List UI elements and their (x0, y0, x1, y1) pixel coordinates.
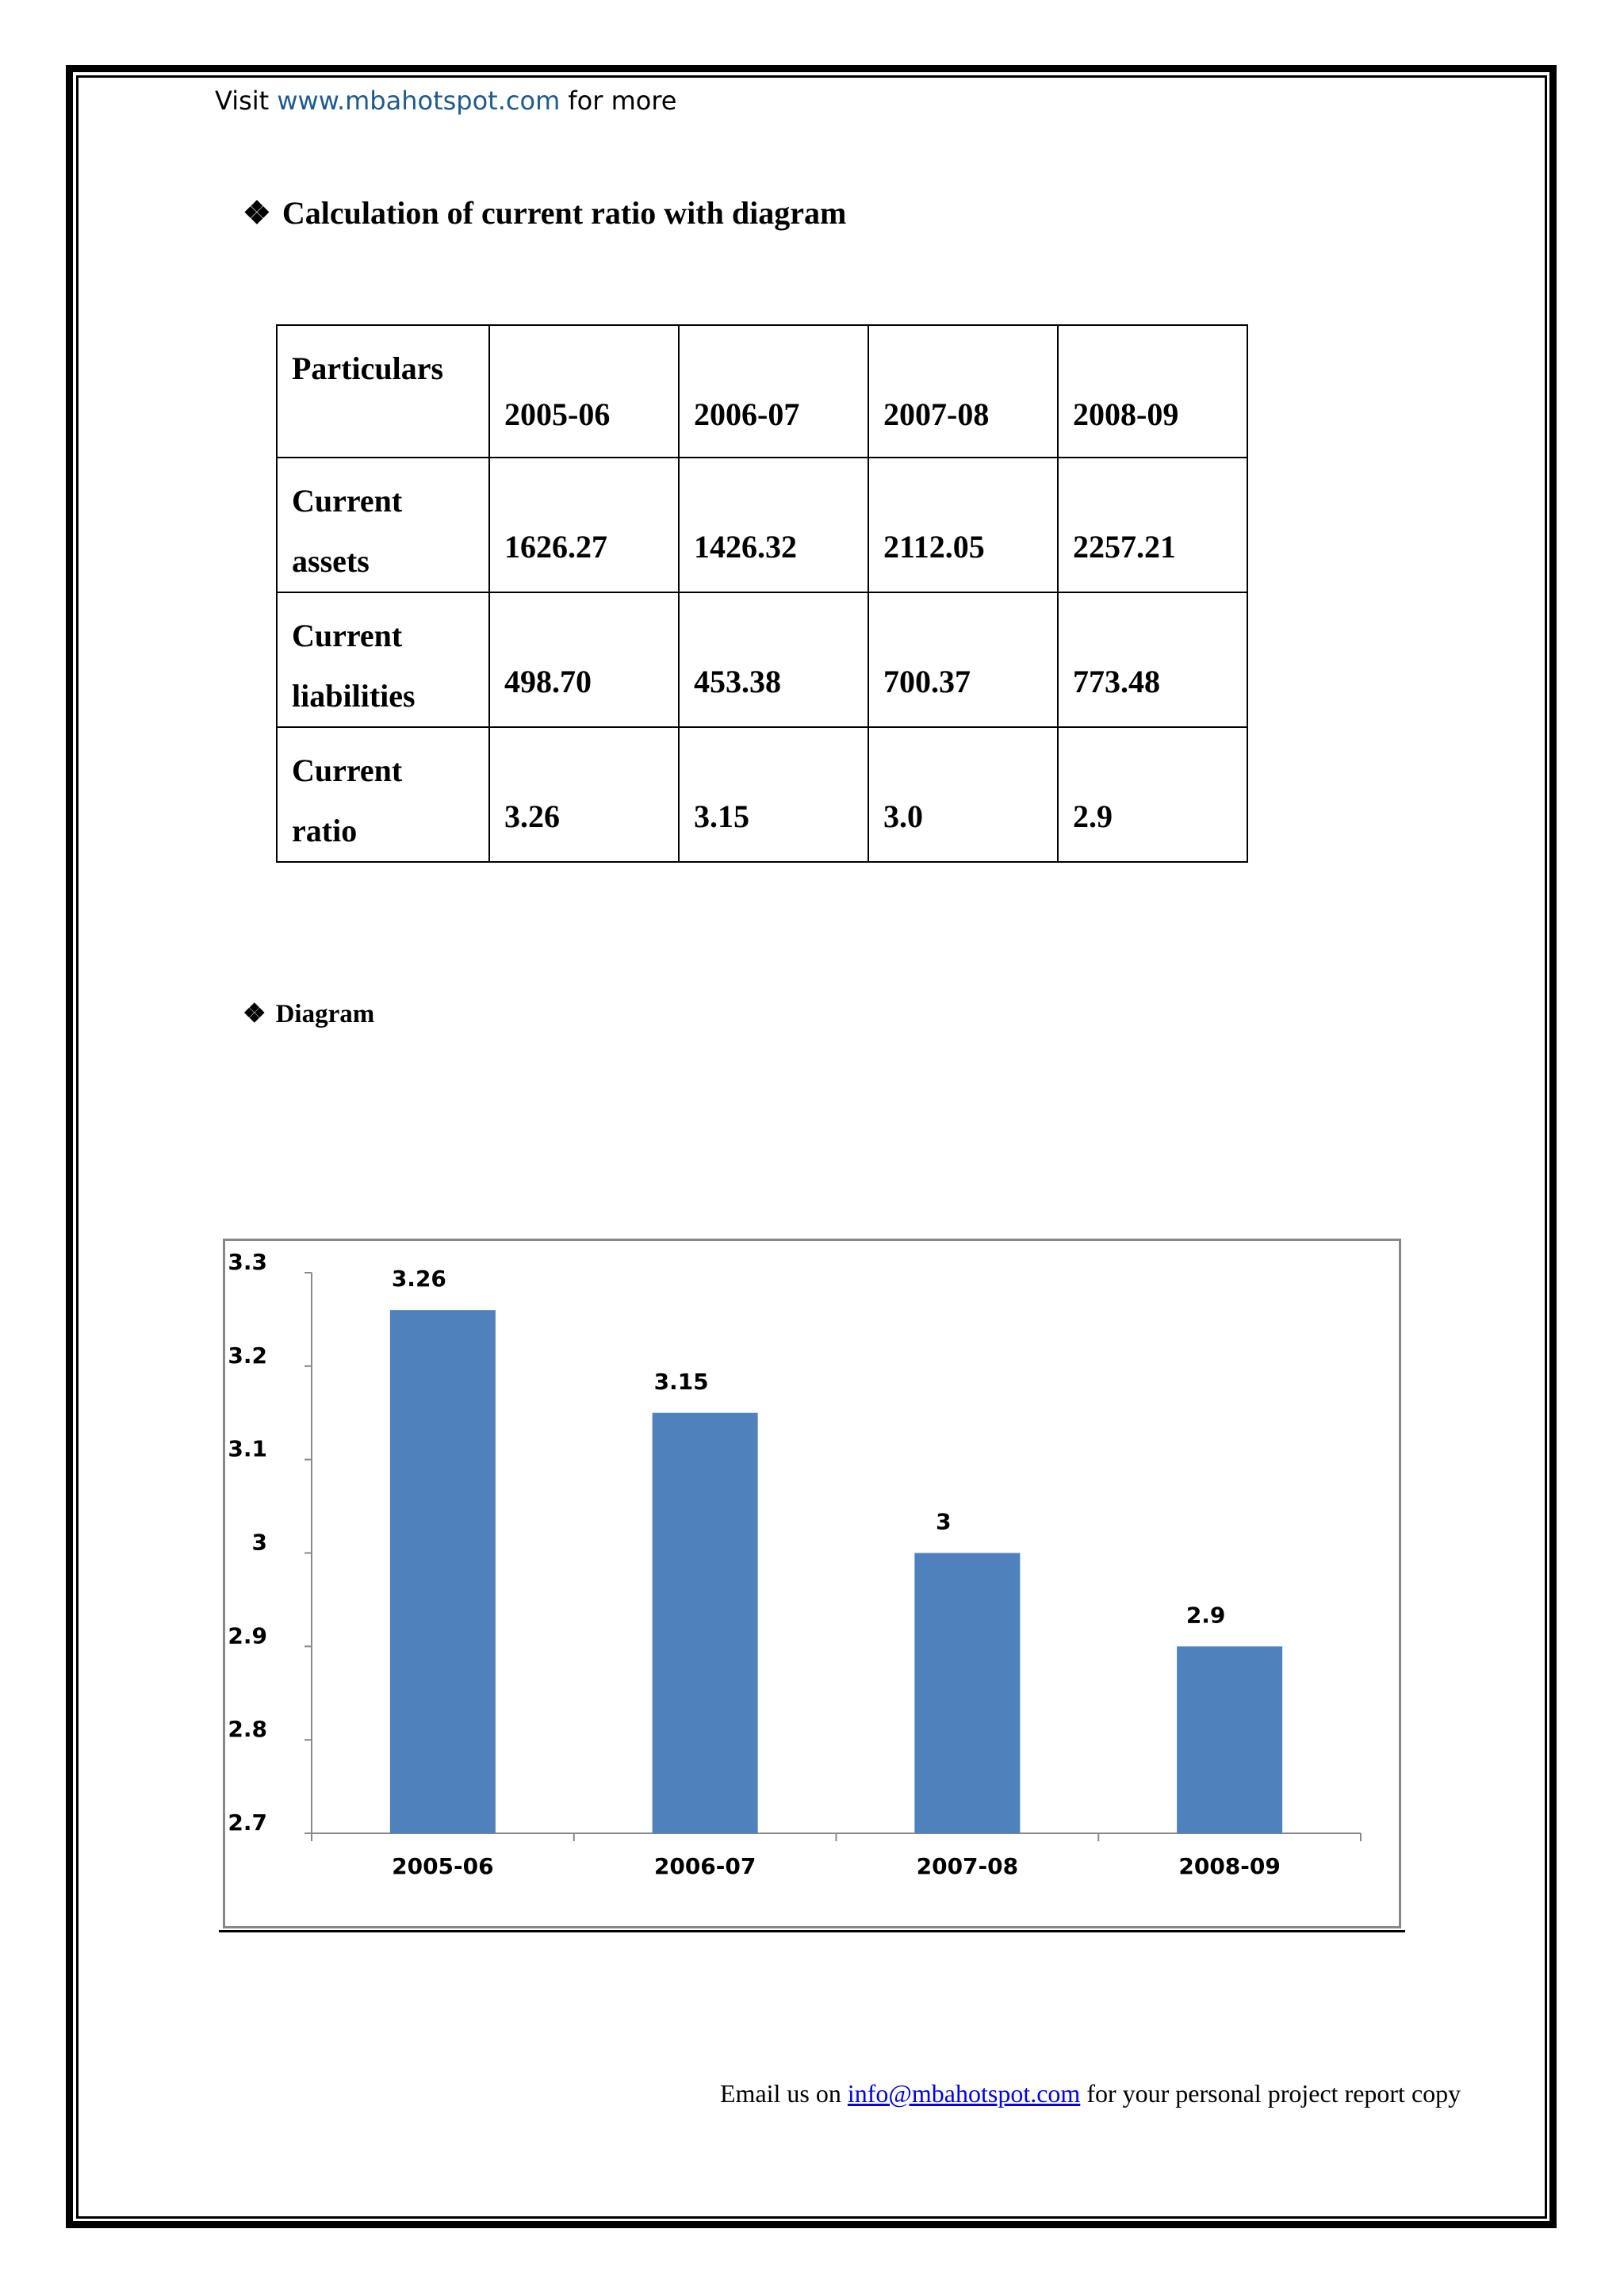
chart-underline (219, 1930, 1405, 1932)
y-tick-label: 2.8 (228, 1716, 267, 1743)
current-ratio-table (276, 324, 1248, 863)
row-label-line: Current (292, 753, 403, 788)
y-tick-label: 3 (251, 1529, 267, 1556)
y-tick-label: 3.1 (228, 1435, 267, 1462)
table-header-year: 2005-06 (489, 325, 679, 458)
y-tick-label: 2.9 (228, 1622, 267, 1649)
section-heading (243, 194, 846, 232)
section-heading-text: Calculation of current ratio with diagram (282, 195, 847, 231)
table-cell: 453.38 (679, 592, 868, 727)
row-label-line: Current (292, 618, 403, 653)
chart-frame (223, 1239, 1401, 1928)
table-header-label: Particulars (277, 325, 489, 458)
table-cell: 2257.21 (1058, 458, 1247, 592)
data-label: 2.9 (1185, 1602, 1226, 1629)
table-cell: 3.26 (489, 727, 679, 862)
table-cell: 2.9 (1058, 727, 1247, 862)
header-site-link[interactable]: www.mbahotspot.com (277, 86, 561, 116)
table-row (277, 458, 1247, 592)
table-cell: 1626.27 (489, 458, 679, 592)
bar (1177, 1646, 1282, 1833)
table-cell: 498.70 (489, 592, 679, 727)
x-tick-label: 2005-06 (392, 1853, 494, 1879)
row-label-line: Current (292, 483, 403, 519)
y-tick-label: 3.2 (228, 1342, 267, 1369)
table-header-year: 2006-07 (679, 325, 868, 458)
row-label-line: assets (292, 543, 370, 579)
diamond-bullet-icon: ❖ (243, 195, 271, 231)
table-row-label (277, 727, 489, 862)
data-label: 3.15 (653, 1368, 709, 1395)
table-cell: 773.48 (1058, 592, 1247, 727)
y-tick-label: 2.7 (228, 1810, 267, 1836)
y-tick-label: 3.3 (228, 1249, 267, 1275)
table-row-label (277, 592, 489, 727)
table-cell: 1426.32 (679, 458, 868, 592)
bar-chart (225, 1241, 1399, 1926)
bar (653, 1413, 758, 1833)
table-header-row (277, 325, 1247, 458)
table-row (277, 592, 1247, 727)
header-line (215, 86, 676, 116)
bar (390, 1310, 496, 1833)
header-prefix: Visit (215, 86, 278, 116)
row-label-line: liabilities (292, 678, 416, 714)
footer-email-link[interactable]: info@mbahotspot.com (847, 2079, 1081, 2108)
diagram-heading (243, 998, 374, 1029)
data-label: 3.26 (391, 1266, 446, 1293)
footer-prefix: Email us on (720, 2079, 848, 2108)
table-row-label (277, 458, 489, 592)
data-label: 3 (936, 1508, 952, 1535)
header-suffix: for more (560, 86, 677, 116)
x-tick-label: 2008-09 (1178, 1853, 1281, 1879)
table-header-year: 2008-09 (1058, 325, 1247, 458)
footer-suffix: for your personal project report copy (1080, 2079, 1461, 2108)
table-cell: 700.37 (868, 592, 1058, 727)
table-cell: 2112.05 (868, 458, 1058, 592)
table-header-year: 2007-08 (868, 325, 1058, 458)
x-tick-label: 2006-07 (653, 1853, 756, 1879)
x-tick-label: 2007-08 (916, 1853, 1019, 1879)
table-cell: 3.0 (868, 727, 1058, 862)
bar (914, 1553, 1020, 1834)
table-row (277, 727, 1247, 862)
row-label-line: ratio (292, 813, 358, 848)
diamond-bullet-icon: ❖ (243, 1000, 266, 1028)
table-cell: 3.15 (679, 727, 868, 862)
footer (720, 2079, 1461, 2108)
diagram-heading-text: Diagram (275, 1000, 375, 1028)
